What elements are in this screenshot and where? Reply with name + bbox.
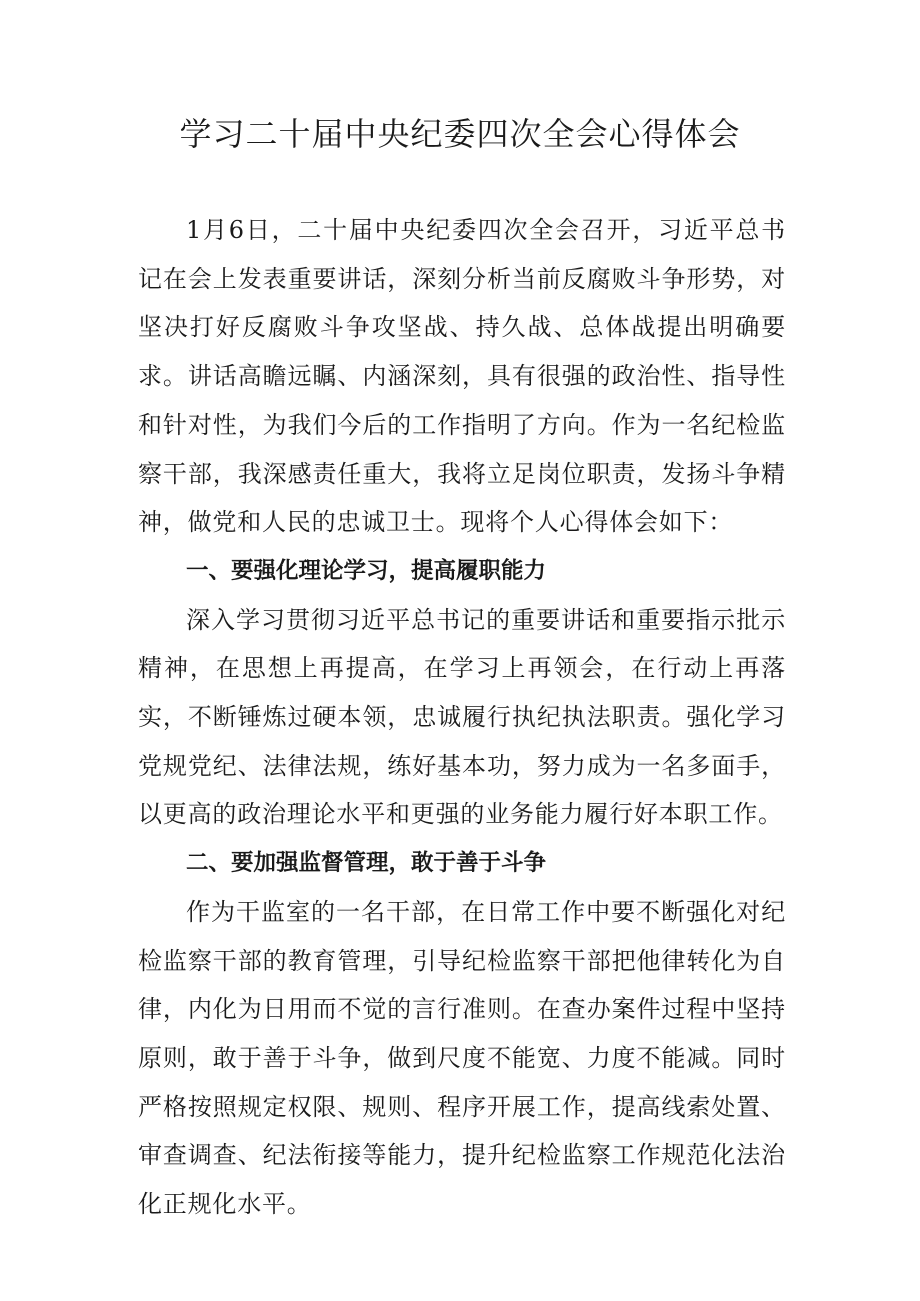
document-body bbox=[138, 206, 786, 1229]
section-heading-2: 二、要加强监督管理，敢于善于斗争 bbox=[186, 850, 547, 877]
document-title: 学习二十届中央纪委四次全会心得体会 bbox=[179, 115, 741, 153]
section-heading-1: 一、要强化理论学习，提高履职能力 bbox=[186, 557, 547, 584]
section-body-2: 作为干监室的一名干部，在日常工作中要不断强化对纪检监察干部的教育管理，引导纪检监察干部把他律转化为自律，内化为日用而不觉的言行准则。在查办案件过程中坚持原则，敢于善于斗争，做到尺度不能宽、力度不能减。同时严格按照规定权限、规则、程序开展工作，提高线索处置、审查调查、纪法衔接等能力，提升纪检监察工作规范化法治化正规化水平。 bbox=[138, 897, 786, 1219]
intro-paragraph: 1月6日，二十届中央纪委四次全会召开，习近平总书记在会上发表重要讲话，深刻分析当前反腐败斗争形势，对坚决打好反腐败斗争攻坚战、持久战、总体战提出明确要求。讲话高瞻远瞩、内涵深刻，具有很强的政治性、指导性和针对性，为我们今后的工作指明了方向。作为一名纪检监察干部，我深感责任重大，我将立足岗位职责，发扬斗争精神，做党和人民的忠诚卫士。现将个人心得体会如下： bbox=[138, 216, 786, 537]
section-body-1: 深入学习贯彻习近平总书记的重要讲话和重要指示批示精神，在思想上再提高，在学习上再领会，在行动上再落实，不断锤炼过硬本领，忠诚履行执纪执法职责。强化学习党规党纪、法律法规，练好基本功，努力成为一名多面手，以更高的政治理论水平和更强的业务能力履行好本职工作。 bbox=[138, 605, 786, 829]
